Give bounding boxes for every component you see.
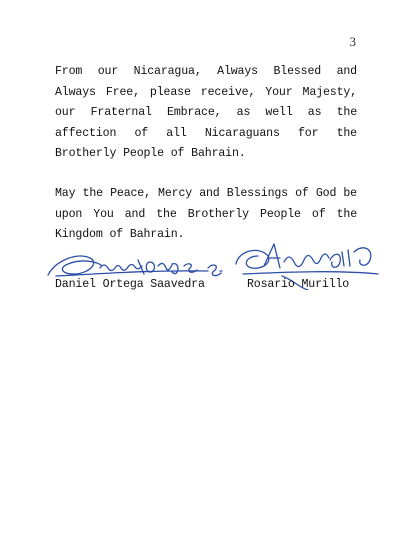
page-number: 3 [349, 34, 356, 49]
signature-daniel-ortega [48, 256, 222, 276]
paragraph-closing-greeting: From our Nicaragua, Always Blessed and Always Free, please receive, Your Majesty, our Fraternal Embrace, as well as the affection of all Nicaraguans for the Brotherly People of Bahrain. [55, 65, 357, 160]
paragraph-blessing: May the Peace, Mercy and Blessings of God be upon You and the Brotherly People of the Kingdom of Bahrain. [55, 187, 357, 241]
signer-name-daniel-ortega: Daniel Ortega Saavedra [55, 278, 205, 291]
signature-block [38, 230, 383, 300]
signer-name-rosario-murillo: Rosario Murillo [247, 278, 350, 291]
